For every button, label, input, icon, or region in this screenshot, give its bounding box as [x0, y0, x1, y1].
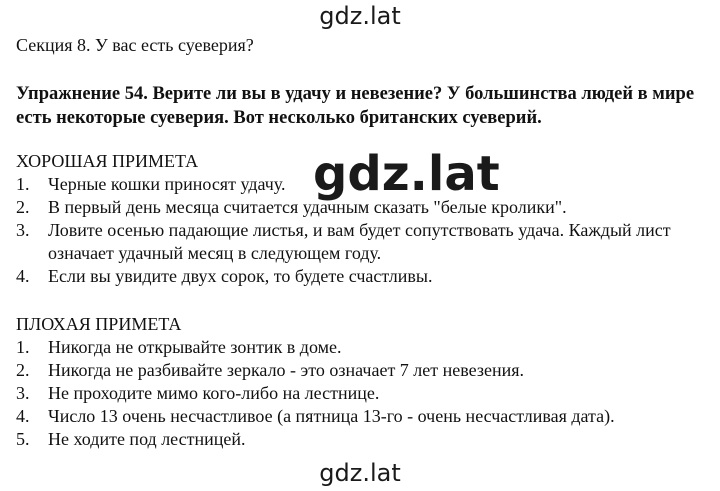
list-item: [16, 405, 716, 428]
section-title: Секция 8. У вас есть суеверия?: [16, 35, 254, 55]
item-text: Ловите осенью падающие листья, и вам будет сопутствовать удача. Каждый лист означает удачный месяц в следующем году.: [48, 220, 671, 263]
item-text: В первый день месяца считается удачным сказать "белые кролики".: [48, 197, 567, 217]
item-number: 4.: [16, 406, 30, 426]
item-text: Не проходите мимо кого-либо на лестнице.: [48, 383, 380, 403]
list-item: [16, 336, 716, 359]
item-number: 3.: [16, 220, 30, 240]
watermark-top: gdz.lat: [319, 2, 401, 30]
list-item: [16, 219, 716, 265]
item-number: 2.: [16, 360, 30, 380]
list-item: [16, 265, 716, 288]
item-number: 1.: [16, 337, 30, 357]
item-text: Не ходите под лестницей.: [48, 429, 246, 449]
item-text: Никогда не открывайте зонтик в доме.: [48, 337, 342, 357]
list-item: [16, 359, 716, 382]
list-item: [16, 428, 716, 451]
list-item: [16, 382, 716, 405]
item-text: Если вы увидите двух сорок, то будете счастливы.: [48, 266, 433, 286]
item-text: Черные кошки приносят удачу.: [48, 174, 286, 194]
exercise-instruction: Упражнение 54. Верите ли вы в удачу и невезение? У большинства людей в мире есть некоторые суеверия. Вот несколько британских суеверий.: [16, 84, 695, 128]
watermark-bottom: gdz.lat: [319, 459, 401, 487]
item-number: 1.: [16, 174, 30, 194]
item-number: 4.: [16, 266, 30, 286]
good-omen-heading: ХОРОШАЯ ПРИМЕТА: [16, 151, 199, 171]
item-number: 3.: [16, 383, 30, 403]
bad-omen-list: [16, 336, 716, 451]
bad-omen-heading: ПЛОХАЯ ПРИМЕТА: [16, 314, 182, 334]
item-number: 2.: [16, 197, 30, 217]
item-text: Никогда не разбивайте зеркало - это означает 7 лет невезения.: [48, 360, 525, 380]
watermark-center: gdz.lat: [313, 146, 500, 202]
item-number: 5.: [16, 429, 30, 449]
item-text: Число 13 очень несчастливое (а пятница 13-го - очень несчастливая дата).: [48, 406, 615, 426]
